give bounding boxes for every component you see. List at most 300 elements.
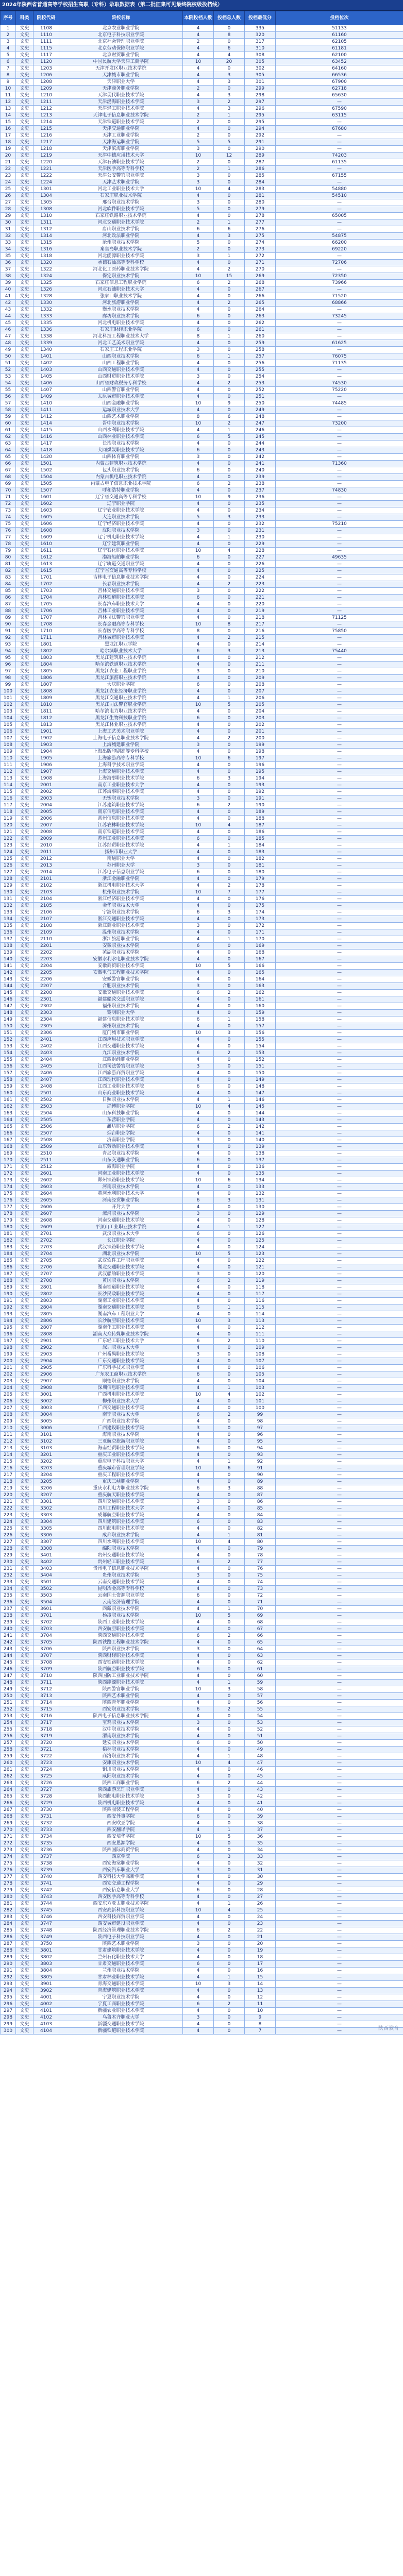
table-cell: 89 bbox=[1, 615, 16, 621]
table-row bbox=[1, 950, 403, 956]
table-cell: 1602 bbox=[33, 501, 59, 507]
table-row bbox=[1, 909, 403, 916]
table-cell: 4 bbox=[183, 487, 214, 494]
table-cell: 3704 bbox=[33, 1633, 59, 1639]
table-cell: 267 bbox=[1, 1807, 16, 1814]
table-cell: 4 bbox=[183, 1358, 214, 1365]
table-row bbox=[1, 52, 403, 59]
table-cell: 105 bbox=[1, 722, 16, 728]
table-cell: 1332 bbox=[33, 307, 59, 313]
table-row bbox=[1, 1251, 403, 1258]
table-cell: — bbox=[276, 1753, 403, 1760]
table-cell: 文史 bbox=[16, 1371, 33, 1378]
table-cell: 4 bbox=[183, 722, 214, 728]
table-cell: 71360 bbox=[276, 461, 403, 467]
table-cell: 5 bbox=[183, 206, 214, 213]
table-cell: 100 bbox=[245, 1405, 276, 1412]
school-name-cell: 长春汽车职业技术大学 bbox=[59, 601, 183, 608]
table-cell: 1310 bbox=[33, 213, 59, 219]
table-cell: 150 bbox=[245, 1070, 276, 1077]
table-cell: 142 bbox=[1, 970, 16, 976]
school-name-cell: 江苏海事职业技术学院 bbox=[59, 789, 183, 795]
table-cell: 0 bbox=[214, 2021, 245, 2028]
table-cell: 6 bbox=[183, 943, 214, 950]
school-name-cell: 黑龙江交通职业技术学院 bbox=[59, 695, 183, 702]
table-cell: 文史 bbox=[16, 1539, 33, 1546]
table-cell: 58 bbox=[245, 1686, 276, 1693]
table-cell: 2110 bbox=[33, 936, 59, 943]
table-cell: 196 bbox=[1, 1331, 16, 1338]
table-cell: 204 bbox=[245, 708, 276, 715]
table-cell: 179 bbox=[245, 876, 276, 883]
table-cell: 1208 bbox=[33, 79, 59, 86]
school-name-cell: 河北能源职业技术学院 bbox=[59, 253, 183, 260]
table-row bbox=[1, 601, 403, 608]
table-cell: 271 bbox=[1, 1834, 16, 1840]
school-name-cell: 温州职业技术学院 bbox=[59, 929, 183, 936]
table-row bbox=[1, 1747, 403, 1753]
table-cell: 0 bbox=[214, 1874, 245, 1880]
school-name-cell: 河北机电职业技术学院 bbox=[59, 320, 183, 327]
table-row bbox=[1, 387, 403, 394]
table-cell: 145 bbox=[1, 990, 16, 996]
table-cell: 41 bbox=[1, 293, 16, 300]
table-cell: 5 bbox=[183, 514, 214, 521]
table-cell: 文史 bbox=[16, 92, 33, 99]
table-cell: 10 bbox=[183, 59, 214, 65]
school-name-cell: 上海城建职业学院 bbox=[59, 742, 183, 749]
table-row bbox=[1, 1459, 403, 1465]
table-cell: 55 bbox=[1, 387, 16, 394]
table-row bbox=[1, 1733, 403, 1740]
table-cell: 0 bbox=[214, 1171, 245, 1177]
table-cell: 4 bbox=[183, 1492, 214, 1499]
table-cell: 文史 bbox=[16, 588, 33, 595]
table-cell: 6 bbox=[183, 1740, 214, 1747]
table-cell: 文史 bbox=[16, 1117, 33, 1124]
table-cell: 文史 bbox=[16, 916, 33, 923]
table-row bbox=[1, 86, 403, 92]
table-cell: — bbox=[276, 1191, 403, 1197]
table-cell: 63 bbox=[1, 440, 16, 447]
table-cell: 6 bbox=[183, 836, 214, 842]
school-name-cell: 内蒙古建筑职业技术学院 bbox=[59, 461, 183, 467]
table-cell: — bbox=[276, 1217, 403, 1224]
table-row bbox=[1, 1325, 403, 1331]
table-cell: 215 bbox=[1, 1459, 16, 1465]
table-cell: 15 bbox=[245, 1974, 276, 1981]
table-cell: 5 bbox=[214, 1251, 245, 1258]
table-cell: 83 bbox=[245, 1519, 276, 1526]
table-cell: 125 bbox=[1, 856, 16, 862]
table-cell: 2 bbox=[214, 300, 245, 307]
table-cell: 3 bbox=[214, 106, 245, 112]
table-cell: 143 bbox=[245, 1117, 276, 1124]
table-cell: 3729 bbox=[33, 1800, 59, 1807]
table-row bbox=[1, 300, 403, 307]
table-cell: 2706 bbox=[33, 1264, 59, 1271]
table-cell: 137 bbox=[245, 1157, 276, 1164]
table-cell: — bbox=[276, 481, 403, 487]
table-cell: 4 bbox=[183, 65, 214, 72]
table-cell: 220 bbox=[1, 1492, 16, 1499]
table-cell: 10 bbox=[183, 1392, 214, 1398]
table-cell: — bbox=[276, 970, 403, 976]
table-cell: 170 bbox=[1, 1157, 16, 1164]
table-cell: 3716 bbox=[33, 1713, 59, 1720]
table-cell: 78 bbox=[1, 541, 16, 548]
table-cell: 33 bbox=[1, 240, 16, 246]
table-cell: 文史 bbox=[16, 1171, 33, 1177]
table-cell: 文史 bbox=[16, 628, 33, 635]
table-cell: — bbox=[276, 541, 403, 548]
table-cell: — bbox=[276, 1706, 403, 1713]
table-cell: 2109 bbox=[33, 929, 59, 936]
table-row bbox=[1, 434, 403, 440]
table-cell: 文史 bbox=[16, 1291, 33, 1298]
table-cell: — bbox=[276, 1211, 403, 1217]
table-cell: 0 bbox=[214, 1217, 245, 1224]
table-cell: 268 bbox=[245, 280, 276, 286]
table-cell: — bbox=[276, 1459, 403, 1465]
table-cell: 0 bbox=[214, 1968, 245, 1974]
table-cell: 0 bbox=[214, 1284, 245, 1291]
table-row bbox=[1, 581, 403, 588]
table-cell: 文史 bbox=[16, 1030, 33, 1037]
table-cell: 297 bbox=[1, 2008, 16, 2014]
school-name-cell: 长春职业技术学院 bbox=[59, 581, 183, 588]
table-cell: 156 bbox=[1, 1063, 16, 1070]
school-name-cell: 杨凌职业技术学院 bbox=[59, 1613, 183, 1619]
table-cell: 10 bbox=[183, 702, 214, 708]
table-cell: 254 bbox=[1, 1720, 16, 1726]
table-cell: 29 bbox=[1, 213, 16, 219]
table-cell: 77 bbox=[245, 1559, 276, 1566]
table-cell: 3 bbox=[183, 347, 214, 353]
table-cell: 2101 bbox=[33, 876, 59, 883]
table-cell: — bbox=[276, 1854, 403, 1860]
table-cell: 125 bbox=[245, 1238, 276, 1244]
table-row bbox=[1, 92, 403, 99]
table-cell: 0 bbox=[214, 715, 245, 722]
school-name-cell: 广西交通职业技术学院 bbox=[59, 1405, 183, 1412]
table-cell: 3 bbox=[214, 909, 245, 916]
school-name-cell: 重庆水利电力职业技术学院 bbox=[59, 1485, 183, 1492]
table-row bbox=[1, 1599, 403, 1606]
table-cell: 158 bbox=[1, 1077, 16, 1083]
table-cell: 19 bbox=[1, 146, 16, 152]
table-row bbox=[1, 1700, 403, 1706]
table-cell: 3006 bbox=[33, 1425, 59, 1432]
table-cell: — bbox=[276, 179, 403, 186]
table-cell: 0 bbox=[214, 1070, 245, 1077]
table-cell: — bbox=[276, 1807, 403, 1814]
table-cell: 118 bbox=[1, 809, 16, 816]
table-cell: 3731 bbox=[33, 1814, 59, 1820]
table-cell: 4 bbox=[183, 72, 214, 79]
table-cell: 文史 bbox=[16, 273, 33, 280]
table-cell: 1224 bbox=[33, 179, 59, 186]
table-cell: 74530 bbox=[276, 380, 403, 387]
school-name-cell: 江西交通职业技术学院 bbox=[59, 1043, 183, 1050]
table-row bbox=[1, 608, 403, 615]
table-cell: 120 bbox=[245, 1271, 276, 1278]
table-cell: 4 bbox=[183, 213, 214, 219]
table-cell: 4 bbox=[183, 1057, 214, 1063]
school-name-cell: 陕西邮电职业技术学院 bbox=[59, 1793, 183, 1800]
table-row bbox=[1, 1606, 403, 1613]
table-cell: 文史 bbox=[16, 856, 33, 862]
table-cell: 文史 bbox=[16, 1083, 33, 1090]
school-name-cell: 长江职业学院 bbox=[59, 1238, 183, 1244]
table-cell: 2 bbox=[214, 1706, 245, 1713]
table-cell: 10 bbox=[183, 1907, 214, 1914]
table-cell: 6 bbox=[214, 45, 245, 52]
table-cell: 0 bbox=[214, 1204, 245, 1211]
table-cell: 3 bbox=[183, 1720, 214, 1726]
table-cell: 184 bbox=[1, 1251, 16, 1258]
table-cell: 3902 bbox=[33, 1988, 59, 1994]
table-cell: 2 bbox=[214, 1927, 245, 1934]
table-cell: — bbox=[276, 467, 403, 474]
column-header: 序号 bbox=[1, 11, 16, 25]
table-cell: 文史 bbox=[16, 1820, 33, 1827]
table-cell: 302 bbox=[245, 65, 276, 72]
table-cell: 2003 bbox=[33, 795, 59, 802]
table-cell: 44 bbox=[245, 1780, 276, 1787]
table-cell: 51 bbox=[245, 1733, 276, 1740]
table-cell: — bbox=[276, 608, 403, 615]
table-row bbox=[1, 1452, 403, 1459]
table-row bbox=[1, 996, 403, 1003]
school-name-cell: 上海科学技术职业学院 bbox=[59, 762, 183, 769]
table-cell: 6 bbox=[183, 1961, 214, 1968]
table-cell: 3 bbox=[183, 1646, 214, 1653]
table-cell: 2203 bbox=[33, 956, 59, 963]
table-cell: 0 bbox=[214, 1840, 245, 1847]
table-cell: 270 bbox=[1, 1827, 16, 1834]
table-cell: 2 bbox=[214, 1780, 245, 1787]
table-cell: 258 bbox=[1, 1747, 16, 1753]
school-name-cell: 哈尔滨电力职业技术学院 bbox=[59, 708, 183, 715]
table-cell: 4 bbox=[183, 996, 214, 1003]
table-cell: 131 bbox=[1, 896, 16, 903]
table-cell: 文史 bbox=[16, 715, 33, 722]
table-cell: — bbox=[276, 1090, 403, 1097]
table-cell: 4 bbox=[183, 1130, 214, 1137]
table-cell: 文史 bbox=[16, 1606, 33, 1613]
table-cell: 221 bbox=[245, 595, 276, 601]
table-cell: 1802 bbox=[33, 648, 59, 655]
table-row bbox=[1, 1874, 403, 1880]
table-cell: 4 bbox=[1, 45, 16, 52]
table-cell: 0 bbox=[214, 65, 245, 72]
table-cell: 1222 bbox=[33, 173, 59, 179]
school-name-cell: 广东交通职业技术学院 bbox=[59, 1358, 183, 1365]
school-name-cell: 西安科技大学高新学院 bbox=[59, 1874, 183, 1880]
table-cell: 3501 bbox=[33, 1579, 59, 1586]
school-name-cell: 宁波职业技术学院 bbox=[59, 909, 183, 916]
table-cell: 4 bbox=[214, 1104, 245, 1110]
school-name-cell: 辽宁省交通高等专科学校 bbox=[59, 568, 183, 574]
table-cell: 310 bbox=[245, 45, 276, 52]
table-cell: 文史 bbox=[16, 1338, 33, 1345]
table-cell: 102 bbox=[1, 702, 16, 708]
school-name-cell: 西安思源学院 bbox=[59, 1840, 183, 1847]
school-name-cell: 西安培华学院 bbox=[59, 1834, 183, 1840]
school-name-cell: 渭南职业技术学院 bbox=[59, 1733, 183, 1740]
table-cell: 文史 bbox=[16, 481, 33, 487]
table-row bbox=[1, 1800, 403, 1807]
table-cell: 73 bbox=[245, 1586, 276, 1592]
table-cell: 3 bbox=[183, 173, 214, 179]
table-cell: 2005 bbox=[33, 809, 59, 816]
school-name-cell: 甘肃交通职业技术学院 bbox=[59, 1961, 183, 1968]
table-cell: — bbox=[276, 1579, 403, 1586]
table-cell: 文史 bbox=[16, 152, 33, 159]
school-name-cell: 衡水职业技术学院 bbox=[59, 307, 183, 313]
table-cell: 201 bbox=[1, 1365, 16, 1371]
table-row bbox=[1, 963, 403, 970]
table-cell: 1411 bbox=[33, 407, 59, 414]
table-cell: 32 bbox=[245, 1860, 276, 1867]
table-cell: 171 bbox=[1, 1164, 16, 1171]
table-cell: 1 bbox=[214, 1532, 245, 1539]
table-cell: 143 bbox=[1, 976, 16, 983]
school-name-cell: 山西工程职业学院 bbox=[59, 360, 183, 367]
table-cell: 210 bbox=[245, 668, 276, 675]
table-cell: — bbox=[276, 1780, 403, 1787]
table-row bbox=[1, 1626, 403, 1633]
table-cell: 0 bbox=[214, 628, 245, 635]
table-cell: 3714 bbox=[33, 1700, 59, 1706]
table-cell: 1221 bbox=[33, 166, 59, 173]
table-cell: 3 bbox=[214, 1485, 245, 1492]
school-name-cell: 重庆城市管理职业学院 bbox=[59, 1465, 183, 1472]
table-row bbox=[1, 25, 403, 32]
table-cell: 1322 bbox=[33, 266, 59, 273]
table-row bbox=[1, 126, 403, 132]
table-cell: 4 bbox=[183, 976, 214, 983]
table-cell: 0 bbox=[214, 1646, 245, 1653]
table-cell: 4 bbox=[183, 1459, 214, 1465]
table-cell: 文史 bbox=[16, 581, 33, 588]
table-cell: 6 bbox=[183, 869, 214, 876]
table-cell: 4 bbox=[183, 266, 214, 273]
table-cell: 4 bbox=[183, 1244, 214, 1251]
table-cell: 0 bbox=[214, 795, 245, 802]
table-cell: — bbox=[276, 1043, 403, 1050]
table-cell: 4 bbox=[183, 1827, 214, 1834]
table-row bbox=[1, 1539, 403, 1546]
table-row bbox=[1, 1526, 403, 1532]
table-row bbox=[1, 1171, 403, 1177]
table-row bbox=[1, 1244, 403, 1251]
table-cell: 256 bbox=[1, 1733, 16, 1740]
table-cell: 文史 bbox=[16, 1204, 33, 1211]
table-cell: 0 bbox=[214, 1258, 245, 1264]
table-cell: 4 bbox=[183, 534, 214, 541]
table-cell: — bbox=[276, 394, 403, 400]
table-cell: 96 bbox=[245, 1432, 276, 1438]
table-cell: 141 bbox=[245, 1130, 276, 1137]
school-name-cell: 吉林司法警官职业学院 bbox=[59, 615, 183, 621]
table-cell: 253 bbox=[1, 1713, 16, 1720]
table-cell: 3 bbox=[183, 1063, 214, 1070]
table-cell: 10 bbox=[183, 494, 214, 501]
table-cell: 4 bbox=[183, 1418, 214, 1425]
table-row bbox=[1, 541, 403, 548]
table-cell: 0 bbox=[214, 708, 245, 715]
table-cell: 0 bbox=[214, 394, 245, 400]
table-row bbox=[1, 233, 403, 240]
table-cell: 109 bbox=[245, 1345, 276, 1351]
table-cell: 243 bbox=[245, 447, 276, 454]
table-cell: 4 bbox=[183, 1673, 214, 1680]
table-cell: 1603 bbox=[33, 507, 59, 514]
table-cell: 2006 bbox=[33, 816, 59, 822]
table-cell: 0 bbox=[214, 1954, 245, 1961]
table-cell: 114 bbox=[245, 1311, 276, 1318]
table-cell: 273 bbox=[1, 1847, 16, 1854]
table-cell: 4 bbox=[183, 427, 214, 434]
table-cell: 69 bbox=[245, 1613, 276, 1619]
table-cell: 文史 bbox=[16, 1840, 33, 1847]
school-name-cell: 山西职业技术学院 bbox=[59, 353, 183, 360]
table-cell: 136 bbox=[245, 1164, 276, 1171]
table-cell: 236 bbox=[245, 494, 276, 501]
table-cell: 0 bbox=[214, 25, 245, 32]
table-cell: 文史 bbox=[16, 1258, 33, 1264]
table-cell: 85 bbox=[1, 588, 16, 595]
school-name-cell: 唐山职业技术学院 bbox=[59, 226, 183, 233]
table-cell: 113 bbox=[245, 1318, 276, 1325]
table-cell: 134 bbox=[1, 916, 16, 923]
school-name-cell: 黑龙江林业职业技术学院 bbox=[59, 722, 183, 728]
table-cell: 166 bbox=[245, 963, 276, 970]
school-name-cell: 新疆农业职业技术学院 bbox=[59, 2008, 183, 2014]
table-cell: 文史 bbox=[16, 1961, 33, 1968]
school-name-cell: 重庆电子科技职业大学 bbox=[59, 1459, 183, 1465]
table-cell: 28 bbox=[1, 206, 16, 213]
table-cell: 0 bbox=[214, 1398, 245, 1405]
school-name-cell: 江西旅游商贸职业学院 bbox=[59, 1070, 183, 1077]
table-cell: 84 bbox=[1, 581, 16, 588]
table-cell: 10 bbox=[183, 1177, 214, 1184]
table-cell: 文史 bbox=[16, 1666, 33, 1673]
table-cell: — bbox=[276, 166, 403, 173]
table-cell: 2904 bbox=[33, 1358, 59, 1365]
table-cell: 0 bbox=[214, 1546, 245, 1552]
table-cell: 305 bbox=[245, 59, 276, 65]
table-cell: 259 bbox=[245, 340, 276, 347]
table-cell: 10 bbox=[183, 1251, 214, 1258]
table-cell: 4 bbox=[214, 52, 245, 59]
table-cell: 104 bbox=[1, 715, 16, 722]
table-cell: 4 bbox=[183, 260, 214, 266]
table-cell: 2 bbox=[214, 420, 245, 427]
table-cell: 文史 bbox=[16, 59, 33, 65]
table-cell: — bbox=[276, 1606, 403, 1613]
table-cell: 110 bbox=[245, 1338, 276, 1345]
table-cell: — bbox=[276, 1117, 403, 1124]
table-cell: 文史 bbox=[16, 99, 33, 106]
school-name-cell: 烟台职业学院 bbox=[59, 1130, 183, 1137]
school-name-cell: 西安外事学院 bbox=[59, 1814, 183, 1820]
table-cell: 4 bbox=[183, 1204, 214, 1211]
table-cell: 3 bbox=[183, 199, 214, 206]
table-cell: — bbox=[276, 1700, 403, 1706]
